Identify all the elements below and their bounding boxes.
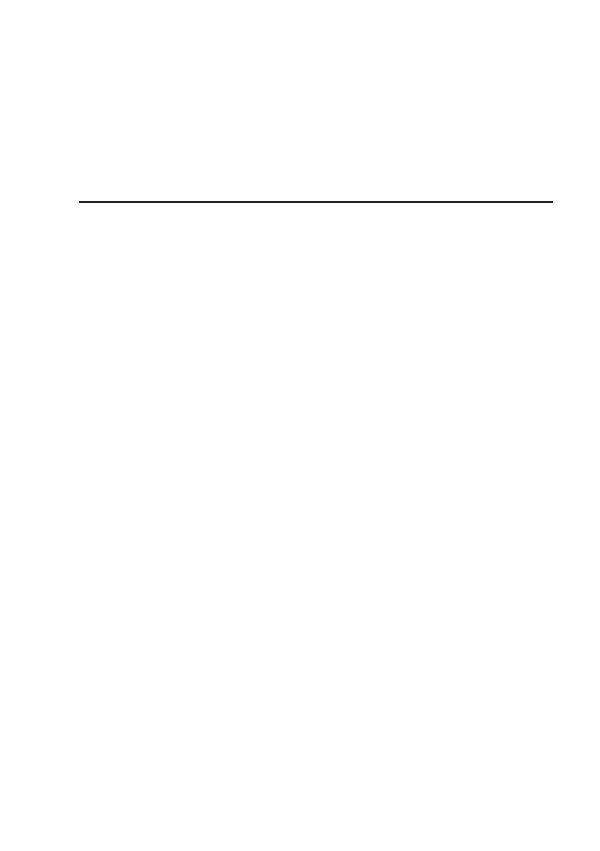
clause-3-2 xyxy=(92,513,100,531)
top-divider xyxy=(79,201,553,203)
clause-1-2-2 xyxy=(92,348,100,366)
clause-1-2-1 xyxy=(92,314,100,332)
section-3-heading xyxy=(82,472,94,489)
clause-1-2-3 xyxy=(92,382,100,400)
clause-3-6 xyxy=(92,581,100,599)
section-2-heading xyxy=(82,424,94,441)
clause-3-7 xyxy=(92,717,100,735)
clause-3-8 xyxy=(92,734,100,752)
clause-3-6-2 xyxy=(92,632,100,650)
clause-3-4 xyxy=(92,547,100,565)
clause-3-6-1 xyxy=(92,598,100,616)
clause-3-1 xyxy=(92,496,100,514)
clause-3-3 xyxy=(92,530,100,548)
clause-1-1 xyxy=(92,244,100,262)
clause-3-6-4 xyxy=(92,683,100,701)
clause-3-6-3 xyxy=(92,666,100,684)
clause-1-2 xyxy=(92,297,100,315)
clause-2-1 xyxy=(92,448,100,466)
clause-3-5 xyxy=(92,564,100,582)
clause-3-9 xyxy=(92,751,100,769)
section-1-heading xyxy=(82,220,94,237)
